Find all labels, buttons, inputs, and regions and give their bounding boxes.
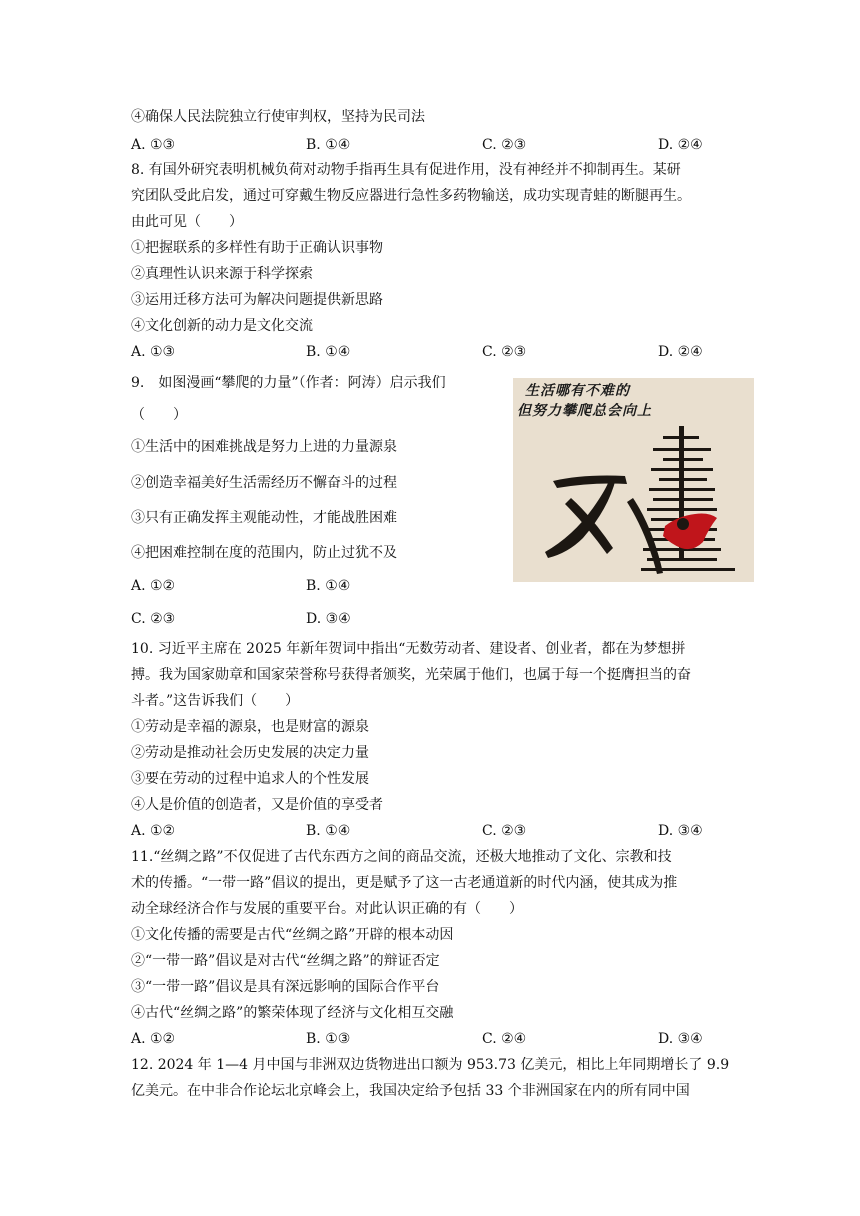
- q11-option-b: B. ①③: [306, 1031, 351, 1047]
- q10-option-b: B. ①④: [306, 823, 351, 839]
- comic-caption-line-2: 但努力攀爬总会向上: [517, 403, 652, 419]
- brush-glyph-you: [545, 476, 627, 558]
- q10-item-3: ③要在劳动的过程中追求人的个性发展: [131, 771, 369, 787]
- q11-stem-line-1: 11.“丝绸之路”不仅促进了古代东西方之间的商品交流，还极大地推动了文化、宗教和技: [131, 849, 672, 865]
- q12-stem-line-1: 12. 2024 年 1—4 月中国与非洲双边货物进出口额为 953.73 亿美元，相比上年同期增长了 9.9: [131, 1057, 730, 1073]
- q11-option-a: A. ①②: [131, 1031, 176, 1047]
- q10-item-2: ②劳动是推动社会历史发展的决定力量: [131, 745, 369, 761]
- q8-options: [131, 342, 731, 362]
- q8-stem-line-1: 8. 有国外研究表明机械负荷对动物手指再生具有促进作用，没有神经并不抑制再生。某研: [131, 162, 681, 178]
- q11-stem-line-3: 动全球经济合作与发展的重要平台。对此认识正确的有（ ）: [131, 901, 523, 917]
- q9-option-b: B. ①④: [306, 578, 351, 594]
- q7-option-a: A. ①③: [131, 137, 176, 153]
- q8-item-3: ③运用迁移方法可为解决问题提供新思路: [131, 292, 383, 308]
- q8-item-4: ④文化创新的动力是文化交流: [131, 318, 313, 334]
- q8-option-a: A. ①③: [131, 344, 176, 360]
- q12-stem-line-2: 亿美元。在中非合作论坛北京峰会上，我国决定给予包括 33 个非洲国家在内的所有同中国: [131, 1083, 690, 1099]
- q11-item-3: ③“一带一路”倡议是具有深远影响的国际合作平台: [131, 979, 440, 995]
- q11-option-c: C. ②④: [482, 1031, 527, 1047]
- ladder-glyph-jian: [627, 426, 735, 574]
- comic-drawing: [513, 378, 754, 582]
- q10-stem-line-2: 搏。我为国家勋章和国家荣誉称号获得者颁奖，光荣属于他们，也属于每一个挺膺担当的奋: [131, 667, 691, 683]
- q10-option-a: A. ①②: [131, 823, 176, 839]
- q10-item-1: ①劳动是幸福的源泉，也是财富的源泉: [131, 719, 369, 735]
- q9-option-a: A. ①②: [131, 578, 176, 594]
- q10-stem-line-3: 斗者。”这告诉我们（ ）: [131, 693, 300, 709]
- q9-options-row-2: [131, 609, 731, 629]
- q9-option-d: D. ③④: [306, 611, 351, 627]
- q11-option-d: D. ③④: [658, 1031, 703, 1047]
- q7-item-4: ④确保人民法院独立行使审判权，坚持为民司法: [131, 109, 425, 125]
- q11-item-2: ②“一带一路”倡议是对古代“丝绸之路”的辩证否定: [131, 953, 440, 969]
- q8-item-2: ②真理性认识来源于科学探索: [131, 266, 313, 282]
- q8-option-d: D. ②④: [658, 344, 703, 360]
- q10-option-d: D. ③④: [658, 823, 703, 839]
- q8-stem-line-2: 究团队受此启发，通过可穿戴生物反应器进行急性多药物输送，成功实现青蛙的断腿再生。: [131, 188, 691, 204]
- q9-stem-line-2: （ ）: [131, 407, 187, 423]
- q9-item-4: ④把困难控制在度的范围内，防止过犹不及: [131, 545, 397, 561]
- q8-option-c: C. ②③: [482, 344, 527, 360]
- q10-options: [131, 821, 731, 841]
- q10-stem-line-1: 10. 习近平主席在 2025 年新年贺词中指出“无数劳动者、建设者、创业者，都在为梦想拼: [131, 641, 686, 657]
- q9-item-1: ①生活中的困难挑战是努力上进的力量源泉: [131, 439, 397, 455]
- q11-stem-line-2: 术的传播。“一带一路”倡议的提出，更是赋予了这一古老通道新的时代内涵，使其成为推: [131, 875, 678, 891]
- q8-item-1: ①把握联系的多样性有助于正确认识事物: [131, 240, 383, 256]
- q9-option-c: C. ②③: [131, 611, 176, 627]
- comic-caption-line-1: 生活哪有不难的: [525, 383, 630, 399]
- comic-illustration: [513, 378, 754, 582]
- q9-item-2: ②创造幸福美好生活需经历不懈奋斗的过程: [131, 475, 397, 491]
- q8-option-b: B. ①④: [306, 344, 351, 360]
- q7-option-d: D. ②④: [658, 137, 703, 153]
- q11-item-4: ④古代“丝绸之路”的繁荣体现了经济与文化相互交融: [131, 1005, 454, 1021]
- q10-option-c: C. ②③: [482, 823, 527, 839]
- q10-item-4: ④人是价值的创造者，又是价值的享受者: [131, 797, 383, 813]
- q9-item-3: ③只有正确发挥主观能动性，才能战胜困难: [131, 510, 397, 526]
- q11-options: [131, 1029, 731, 1049]
- q7-option-c: C. ②③: [482, 137, 527, 153]
- q11-item-1: ①文化传播的需要是古代“丝绸之路”开辟的根本动因: [131, 927, 454, 943]
- q7-options: [131, 135, 731, 155]
- q8-stem-line-3: 由此可见（ ）: [131, 214, 243, 230]
- q9-stem-line-1: 9. 如图漫画“攀爬的力量”（作者：阿涛）启示我们: [131, 375, 446, 391]
- q7-option-b: B. ①④: [306, 137, 351, 153]
